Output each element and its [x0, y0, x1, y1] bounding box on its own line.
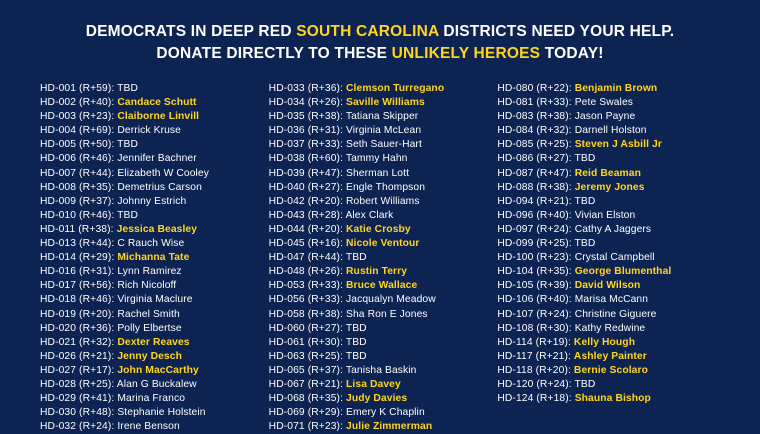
candidate-entry — [269, 237, 498, 251]
district-label: HD-014 (R+29): — [40, 252, 115, 264]
district-label: HD-020 (R+36): — [40, 322, 115, 334]
district-label: HD-029 (R+41): — [40, 393, 115, 405]
candidate-name: TBD — [574, 238, 596, 250]
candidate-column-2 — [269, 82, 498, 434]
district-label: HD-061 (R+30): — [268, 336, 344, 348]
candidate-name: Sherman Lott — [346, 167, 410, 179]
candidate-entry — [269, 195, 498, 209]
candidate-entry — [269, 293, 498, 307]
candidate-name: Virginia McLean — [346, 125, 422, 137]
district-label: HD-021 (R+32): — [40, 336, 115, 348]
district-label: HD-100 (R+23): — [497, 252, 572, 264]
candidate-entry — [269, 124, 498, 138]
district-label: HD-009 (R+37): — [40, 195, 115, 207]
district-label: HD-081 (R+33): — [497, 97, 572, 109]
candidate-name: John MacCarthy — [117, 364, 199, 376]
candidate-name: Tanisha Baskin — [345, 364, 417, 376]
candidate-name: TBD — [345, 322, 367, 334]
candidate-entry — [40, 279, 269, 293]
candidate-name: Nicole Ventour — [346, 238, 420, 250]
candidate-entry — [40, 265, 269, 279]
district-label: HD-105 (R+39): — [497, 280, 572, 292]
page-title — [0, 0, 760, 64]
candidate-entry — [497, 138, 726, 152]
candidate-entry — [40, 82, 269, 96]
candidate-entry — [497, 181, 726, 195]
candidate-entry — [497, 237, 726, 251]
district-label: HD-045 (R+16): — [268, 238, 344, 250]
candidate-entry — [40, 364, 269, 378]
candidate-name: Lisa Davey — [346, 378, 401, 390]
candidate-entry — [269, 364, 498, 378]
candidate-name: Rachel Smith — [117, 308, 180, 320]
district-label: HD-042 (R+20): — [268, 195, 344, 207]
candidate-entry — [269, 138, 498, 152]
district-label: HD-043 (R+28): — [268, 209, 344, 221]
candidate-entry — [40, 152, 269, 166]
candidate-name: Engle Thompson — [346, 181, 426, 193]
candidate-name: TBD — [345, 336, 367, 348]
candidate-name: Emery K Chaplin — [346, 407, 425, 419]
district-label: HD-096 (R+40): — [497, 209, 572, 221]
candidate-columns — [0, 64, 760, 434]
district-label: HD-065 (R+37): — [268, 364, 344, 376]
candidate-name: Reid Beaman — [574, 167, 642, 179]
candidate-column-1 — [40, 82, 269, 434]
district-label: HD-048 (R+26): — [268, 266, 344, 278]
district-label: HD-019 (R+20): — [40, 308, 115, 320]
candidate-entry — [497, 110, 726, 124]
district-label: HD-117 (R+21): — [497, 350, 571, 362]
candidate-name: Stephanie Holstein — [117, 407, 206, 419]
district-label: HD-087 (R+47): — [497, 167, 572, 179]
headline-text-1a: DEMOCRATS IN DEEP RED — [85, 23, 297, 40]
candidate-name: Jacqualyn Meadow — [346, 294, 436, 306]
district-label: HD-053 (R+33): — [268, 280, 344, 292]
headline-highlight-state: SOUTH CAROLINA — [296, 23, 439, 40]
candidate-entry — [40, 96, 269, 110]
headline-line-2 — [0, 44, 760, 64]
candidate-entry — [40, 124, 269, 138]
district-label: HD-016 (R+31): — [40, 266, 115, 278]
candidate-entry — [269, 378, 498, 392]
candidate-entry — [269, 265, 498, 279]
candidate-name: Seth Sauer-Hart — [346, 139, 422, 151]
candidate-entry — [40, 167, 269, 181]
candidate-name: TBD — [574, 153, 596, 165]
district-label: HD-069 (R+29): — [268, 407, 344, 419]
candidate-name: Ashley Painter — [573, 350, 647, 362]
candidate-entry — [40, 195, 269, 209]
candidate-entry — [497, 364, 726, 378]
candidate-name: Pete Swales — [574, 97, 634, 109]
candidate-name: Katie Crosby — [346, 223, 411, 235]
district-label: HD-080 (R+22): — [497, 83, 572, 94]
district-label: HD-088 (R+38): — [497, 181, 572, 193]
candidate-name: TBD — [345, 350, 367, 362]
district-label: HD-006 (R+46): — [40, 153, 115, 165]
district-label: HD-011 (R+38): — [40, 223, 114, 235]
district-label: HD-040 (R+27): — [268, 181, 344, 193]
candidate-column-3 — [497, 82, 726, 434]
candidate-name: Irene Benson — [117, 421, 180, 433]
candidate-name: Kathy Redwine — [574, 322, 646, 334]
district-label: HD-003 (R+23): — [40, 111, 115, 123]
district-label: HD-005 (R+50): — [40, 139, 115, 151]
candidate-entry — [269, 110, 498, 124]
district-label: HD-094 (R+21): — [497, 195, 572, 207]
candidate-entry — [269, 279, 498, 293]
candidate-entry — [269, 336, 498, 350]
candidate-entry — [269, 251, 498, 265]
candidate-name: Christine Giguere — [574, 308, 657, 320]
district-label: HD-056 (R+33): — [268, 294, 344, 306]
candidate-entry — [40, 350, 269, 364]
district-label: HD-007 (R+44): — [40, 167, 115, 179]
candidate-name: Julie Zimmerman — [346, 421, 433, 433]
candidate-name: TBD — [117, 139, 139, 151]
district-label: HD-099 (R+25): — [497, 238, 572, 250]
candidate-entry — [40, 237, 269, 251]
candidate-name: Michanna Tate — [117, 252, 190, 264]
candidate-name: Rustin Terry — [346, 266, 408, 278]
candidate-name: Derrick Kruse — [117, 125, 182, 137]
candidate-entry — [269, 406, 498, 420]
district-label: HD-060 (R+27): — [268, 322, 344, 334]
candidate-name: Steven J Asbill Jr — [574, 139, 662, 151]
candidate-name: Shauna Bishop — [574, 393, 651, 405]
candidate-entry — [40, 138, 269, 152]
candidate-entry — [269, 167, 498, 181]
headline-line-1 — [0, 22, 760, 42]
candidate-entry — [269, 350, 498, 364]
district-label: HD-004 (R+69): — [40, 125, 115, 137]
candidate-name: Bernie Scolaro — [573, 364, 648, 376]
candidate-entry — [497, 251, 726, 265]
candidate-name: Rich Nicoloff — [117, 280, 177, 292]
candidate-name: Dexter Reaves — [117, 336, 190, 348]
candidate-entry — [269, 82, 498, 96]
candidate-entry — [497, 96, 726, 110]
district-label: HD-001 (R+59): — [40, 83, 115, 94]
candidate-name: Jessica Beasley — [116, 223, 198, 235]
district-label: HD-036 (R+31): — [268, 125, 344, 137]
candidate-entry — [497, 265, 726, 279]
candidate-name: Sha Ron E Jones — [346, 308, 428, 320]
candidate-entry — [497, 279, 726, 293]
candidate-entry — [40, 251, 269, 265]
candidate-name: Vivian Elston — [574, 209, 636, 221]
district-label: HD-067 (R+21): — [268, 378, 344, 390]
candidate-name: Jenny Desch — [117, 350, 182, 362]
candidate-entry — [40, 110, 269, 124]
district-label: HD-039 (R+47): — [268, 167, 344, 179]
candidate-entry — [40, 322, 269, 336]
headline-text-1b: DISTRICTS NEED YOUR HELP. — [438, 23, 675, 40]
district-label: HD-030 (R+48): — [40, 407, 115, 419]
candidate-name: Jason Payne — [574, 111, 636, 123]
district-label: HD-013 (R+44): — [40, 238, 115, 250]
district-label: HD-068 (R+35): — [268, 393, 344, 405]
district-label: HD-085 (R+25): — [497, 139, 572, 151]
district-label: HD-027 (R+17): — [40, 364, 115, 376]
candidate-entry — [497, 209, 726, 223]
candidate-entry — [40, 308, 269, 322]
candidate-entry — [497, 378, 726, 392]
district-label: HD-017 (R+56): — [40, 280, 115, 292]
candidate-name: C Rauch Wise — [117, 238, 185, 250]
district-label: HD-114 (R+19): — [497, 336, 571, 348]
candidate-name: George Blumenthal — [574, 266, 672, 278]
candidate-entry — [497, 308, 726, 322]
district-label: HD-083 (R+38): — [497, 111, 572, 123]
candidate-entry — [497, 195, 726, 209]
district-label: HD-104 (R+35): — [497, 266, 572, 278]
candidate-name: Judy Davies — [346, 393, 408, 405]
district-label: HD-028 (R+25): — [40, 378, 115, 390]
candidate-name: Darnell Holston — [574, 125, 647, 137]
candidate-name: Jennifer Bachner — [117, 153, 197, 165]
district-label: HD-002 (R+40): — [40, 97, 115, 109]
district-label: HD-063 (R+25): — [268, 350, 344, 362]
district-label: HD-008 (R+35): — [40, 181, 115, 193]
candidate-entry — [269, 392, 498, 406]
candidate-entry — [497, 124, 726, 138]
candidate-entry — [40, 293, 269, 307]
district-label: HD-047 (R+44): — [268, 252, 344, 264]
district-label: HD-097 (R+24): — [497, 223, 572, 235]
candidate-name: Candace Schutt — [117, 97, 197, 109]
candidate-name: Bruce Wallace — [346, 280, 418, 292]
district-label: HD-026 (R+21): — [40, 350, 115, 362]
candidate-entry — [269, 152, 498, 166]
candidate-entry — [269, 209, 498, 223]
candidate-entry — [40, 223, 269, 237]
district-label: HD-107 (R+24): — [497, 308, 572, 320]
district-label: HD-033 (R+36): — [268, 83, 344, 94]
district-label: HD-118 (R+20): — [497, 364, 571, 376]
district-label: HD-034 (R+26): — [268, 97, 344, 109]
district-label: HD-058 (R+38): — [268, 308, 344, 320]
district-label: HD-044 (R+20): — [268, 223, 344, 235]
district-label: HD-084 (R+32): — [497, 125, 572, 137]
candidate-name: TBD — [117, 209, 139, 221]
district-label: HD-124 (R+18): — [497, 393, 572, 405]
district-label: HD-108 (R+30): — [497, 322, 572, 334]
candidate-entry — [40, 420, 269, 434]
candidate-name: Alan G Buckalew — [116, 378, 197, 390]
candidate-entry — [40, 406, 269, 420]
candidate-entry — [269, 420, 498, 434]
candidate-name: Alex Clark — [345, 209, 394, 221]
candidate-name: Claiborne Linvill — [117, 111, 200, 123]
candidate-entry — [497, 336, 726, 350]
candidate-name: David Wilson — [574, 280, 641, 292]
district-label: HD-086 (R+27): — [497, 153, 572, 165]
candidate-entry — [497, 223, 726, 237]
candidate-entry — [269, 308, 498, 322]
headline-text-2a: DONATE DIRECTLY TO THESE — [156, 45, 392, 62]
district-label: HD-010 (R+46): — [40, 209, 115, 221]
district-label: HD-038 (R+60): — [268, 153, 344, 165]
candidate-name: Robert Williams — [346, 195, 420, 207]
candidate-name: Polly Elbertse — [117, 322, 182, 334]
candidate-name: Lynn Ramirez — [117, 266, 182, 278]
candidate-entry — [40, 392, 269, 406]
candidate-name: TBD — [574, 195, 596, 207]
candidate-entry — [497, 167, 726, 181]
candidate-name: Crystal Campbell — [574, 252, 655, 264]
candidate-name: Clemson Turregano — [346, 83, 445, 94]
candidate-entry — [40, 181, 269, 195]
candidate-entry — [497, 322, 726, 336]
candidate-name: Tammy Hahn — [345, 153, 408, 165]
candidate-name: Cathy A Jaggers — [574, 223, 652, 235]
candidate-entry — [497, 392, 726, 406]
candidate-name: Virginia Maclure — [117, 294, 193, 306]
district-label: HD-106 (R+40): — [497, 294, 572, 306]
candidate-entry — [40, 209, 269, 223]
candidate-name: TBD — [117, 83, 139, 94]
district-label: HD-120 (R+24): — [497, 378, 572, 390]
candidate-name: TBD — [574, 378, 596, 390]
candidate-entry — [269, 181, 498, 195]
candidate-name: Tatiana Skipper — [345, 111, 419, 123]
candidate-name: Demetrius Carson — [117, 181, 202, 193]
candidate-entry — [497, 82, 726, 96]
district-label: HD-037 (R+33): — [268, 139, 344, 151]
candidate-entry — [40, 336, 269, 350]
district-label: HD-018 (R+46): — [40, 294, 115, 306]
candidate-entry — [269, 322, 498, 336]
candidate-name: TBD — [345, 252, 367, 264]
candidate-entry — [497, 152, 726, 166]
candidate-entry — [40, 378, 269, 392]
district-label: HD-032 (R+24): — [40, 421, 115, 433]
candidate-name: Saville Williams — [346, 97, 425, 109]
candidate-entry — [269, 223, 498, 237]
candidate-name: Benjamin Brown — [574, 83, 658, 94]
candidate-entry — [497, 293, 726, 307]
candidate-entry — [269, 96, 498, 110]
candidate-name: Marina Franco — [117, 393, 186, 405]
candidate-name: Jeremy Jones — [574, 181, 645, 193]
headline-text-2b: TODAY! — [540, 45, 604, 62]
candidate-name: Kelly Hough — [573, 336, 636, 348]
district-label: HD-071 (R+23): — [268, 421, 344, 433]
headline-highlight-heroes: UNLIKELY HEROES — [391, 45, 541, 62]
candidate-name: Marisa McCann — [574, 294, 649, 306]
district-label: HD-035 (R+38): — [268, 111, 344, 123]
candidate-entry — [497, 350, 726, 364]
candidate-name: Elizabeth W Cooley — [117, 167, 209, 179]
candidate-name: Johnny Estrich — [117, 195, 187, 207]
